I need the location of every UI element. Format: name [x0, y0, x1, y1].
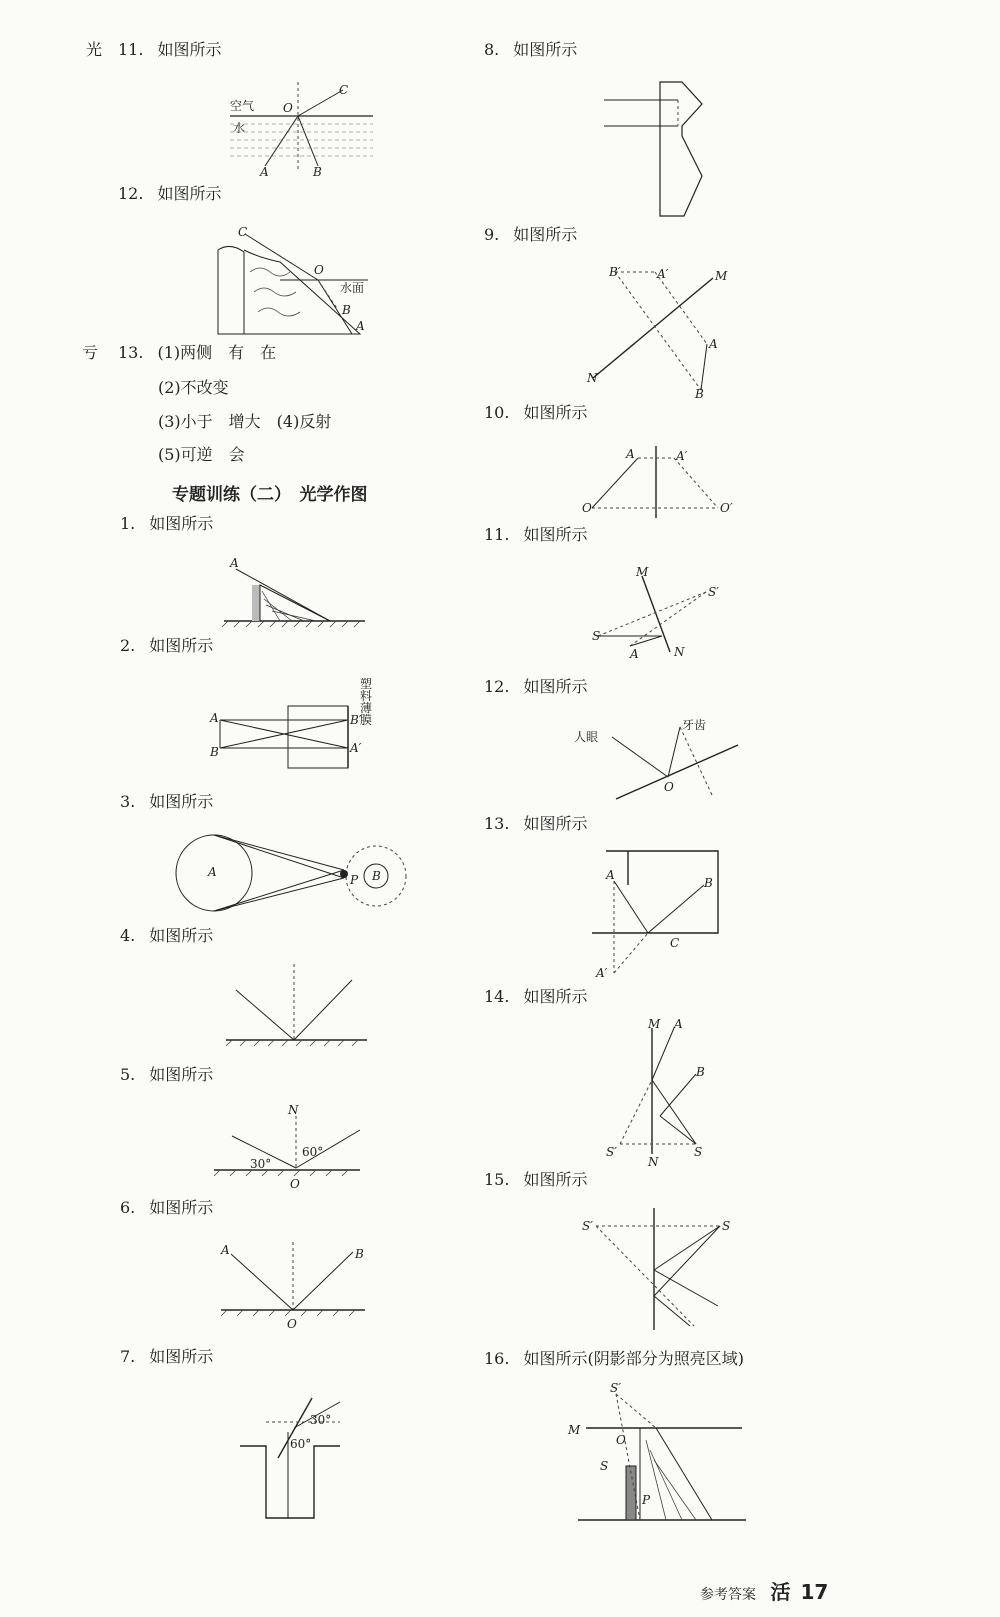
answer-line: (5)可逆 会	[158, 445, 245, 464]
svg-text:S′: S′	[582, 1219, 593, 1233]
svg-text:S′: S′	[606, 1145, 617, 1159]
svg-text:M: M	[568, 1423, 581, 1437]
figure-mirror-15	[578, 1204, 738, 1334]
svg-text:O′: O′	[720, 501, 733, 515]
item-heading: 14. 如图所示	[484, 987, 588, 1006]
svg-text:P: P	[642, 1493, 651, 1507]
figure-water-surface	[210, 222, 385, 342]
svg-text:C: C	[339, 83, 349, 97]
figure-prism	[598, 78, 718, 218]
svg-text:O: O	[616, 1433, 626, 1447]
svg-text:P: P	[350, 873, 359, 887]
figure-refraction-air-water	[225, 80, 385, 180]
svg-text:水面: 水面	[340, 281, 365, 295]
page-footer	[700, 1576, 828, 1605]
figure-well-mirror	[236, 1388, 356, 1528]
svg-text:B′: B′	[350, 713, 362, 727]
svg-text:A: A	[221, 1243, 230, 1257]
margin-mark: 光	[86, 40, 103, 59]
svg-text:N: N	[288, 1103, 299, 1117]
item-heading: 9. 如图所示	[484, 225, 578, 244]
svg-text:A: A	[709, 337, 718, 351]
svg-text:A′: A′	[657, 267, 669, 281]
svg-text:O: O	[314, 263, 324, 277]
svg-text:A: A	[606, 868, 615, 882]
figure-room-mirror	[588, 845, 728, 980]
svg-text:A′: A′	[676, 449, 688, 463]
item-heading: 10. 如图所示	[484, 403, 588, 422]
svg-text:A: A	[260, 165, 269, 179]
item-heading: 16. 如图所示(阴影部分为照亮区域)	[484, 1349, 744, 1368]
svg-text:C: C	[238, 225, 248, 239]
svg-text:S′: S′	[708, 585, 719, 599]
svg-text:S: S	[722, 1219, 731, 1233]
svg-text:A′: A′	[350, 741, 362, 755]
item-heading: 11. 如图所示	[484, 525, 588, 544]
answer-line: (3)小于 增大 (4)反射	[158, 412, 332, 431]
item-heading: 2. 如图所示	[120, 636, 214, 655]
page-number: 17	[800, 1580, 829, 1604]
svg-text:O: O	[582, 501, 592, 515]
svg-text:A′: A′	[596, 966, 608, 980]
svg-text:B: B	[355, 1247, 364, 1261]
svg-text:O: O	[290, 1177, 300, 1191]
svg-text:A: A	[356, 319, 365, 333]
svg-text:60°: 60°	[290, 1437, 312, 1451]
svg-text:O: O	[664, 780, 674, 794]
item-heading: 15. 如图所示	[484, 1170, 588, 1189]
figure-plane-mirror-11	[590, 562, 730, 662]
item-heading: 13. 如图所示	[484, 814, 588, 833]
svg-text:A: A	[630, 647, 639, 661]
item-heading: 6. 如图所示	[120, 1198, 214, 1217]
svg-text:人眼: 人眼	[574, 730, 599, 744]
margin-mark: 亏	[82, 343, 99, 362]
svg-text:牙齿: 牙齿	[682, 718, 707, 732]
svg-text:薄: 薄	[360, 701, 373, 715]
figure-lit-region	[566, 1380, 756, 1525]
svg-text:O: O	[283, 101, 293, 115]
answer-line: (2)不改变	[158, 378, 229, 397]
figure-eclipse	[176, 828, 412, 924]
item-heading: 4. 如图所示	[120, 926, 214, 945]
item-heading: 7. 如图所示	[120, 1347, 214, 1366]
svg-text:C: C	[670, 936, 680, 950]
svg-text:A: A	[674, 1017, 683, 1031]
item-heading: 5. 如图所示	[120, 1065, 214, 1084]
svg-text:30°: 30°	[250, 1157, 272, 1171]
svg-text:塑: 塑	[360, 677, 373, 691]
svg-text:M: M	[636, 565, 649, 579]
svg-text:30°: 30°	[310, 1413, 332, 1427]
svg-text:B: B	[372, 869, 381, 883]
svg-text:B: B	[695, 387, 704, 401]
svg-text:S: S	[600, 1459, 609, 1473]
svg-text:水: 水	[233, 121, 246, 135]
item-heading: 12. 如图所示	[484, 677, 588, 696]
svg-text:料: 料	[360, 689, 373, 703]
svg-text:B: B	[313, 165, 322, 179]
svg-text:B′: B′	[609, 265, 621, 279]
figure-reflection-6	[215, 1238, 375, 1332]
svg-text:空气: 空气	[230, 99, 255, 113]
svg-text:S′: S′	[610, 1381, 621, 1395]
figure-shadow-1	[220, 555, 370, 630]
figure-vertical-mirror	[600, 1016, 720, 1169]
figure-mirror-mn	[585, 262, 735, 402]
svg-text:A: A	[208, 865, 217, 879]
item-heading: 3. 如图所示	[120, 792, 214, 811]
item-heading: 1. 如图所示	[120, 514, 214, 533]
svg-text:B: B	[210, 745, 219, 759]
svg-text:N: N	[674, 645, 685, 659]
footer-brand: 活	[770, 1580, 791, 1604]
svg-text:S: S	[592, 629, 601, 643]
figure-reflection-4	[222, 962, 372, 1052]
figure-pinhole	[208, 676, 388, 771]
item-heading: 12. 如图所示	[118, 184, 222, 203]
footer-label: 参考答案	[700, 1587, 756, 1603]
svg-text:B: B	[342, 303, 351, 317]
section-title: 专题训练（二） 光学作图	[172, 485, 368, 505]
svg-text:A: A	[210, 711, 219, 725]
item-heading: 11. 如图所示	[118, 40, 222, 59]
svg-text:A: A	[230, 556, 239, 570]
figure-dental-mirror	[572, 715, 742, 805]
figure-plane-mirror-10	[578, 442, 758, 522]
svg-text:M: M	[648, 1017, 661, 1031]
svg-text:M: M	[715, 269, 728, 283]
item-heading: 13. (1)两侧 有 在	[118, 343, 277, 362]
item-heading: 8. 如图所示	[484, 40, 578, 59]
svg-text:60°: 60°	[302, 1145, 324, 1159]
figure-reflection-5	[210, 1102, 370, 1192]
svg-text:N: N	[587, 371, 598, 385]
svg-text:A: A	[626, 447, 635, 461]
svg-text:S: S	[694, 1145, 703, 1159]
svg-text:B: B	[696, 1065, 705, 1079]
svg-text:O: O	[287, 1317, 297, 1331]
svg-text:N: N	[648, 1155, 659, 1169]
svg-text:B: B	[704, 876, 713, 890]
svg-text:膜: 膜	[360, 713, 373, 727]
